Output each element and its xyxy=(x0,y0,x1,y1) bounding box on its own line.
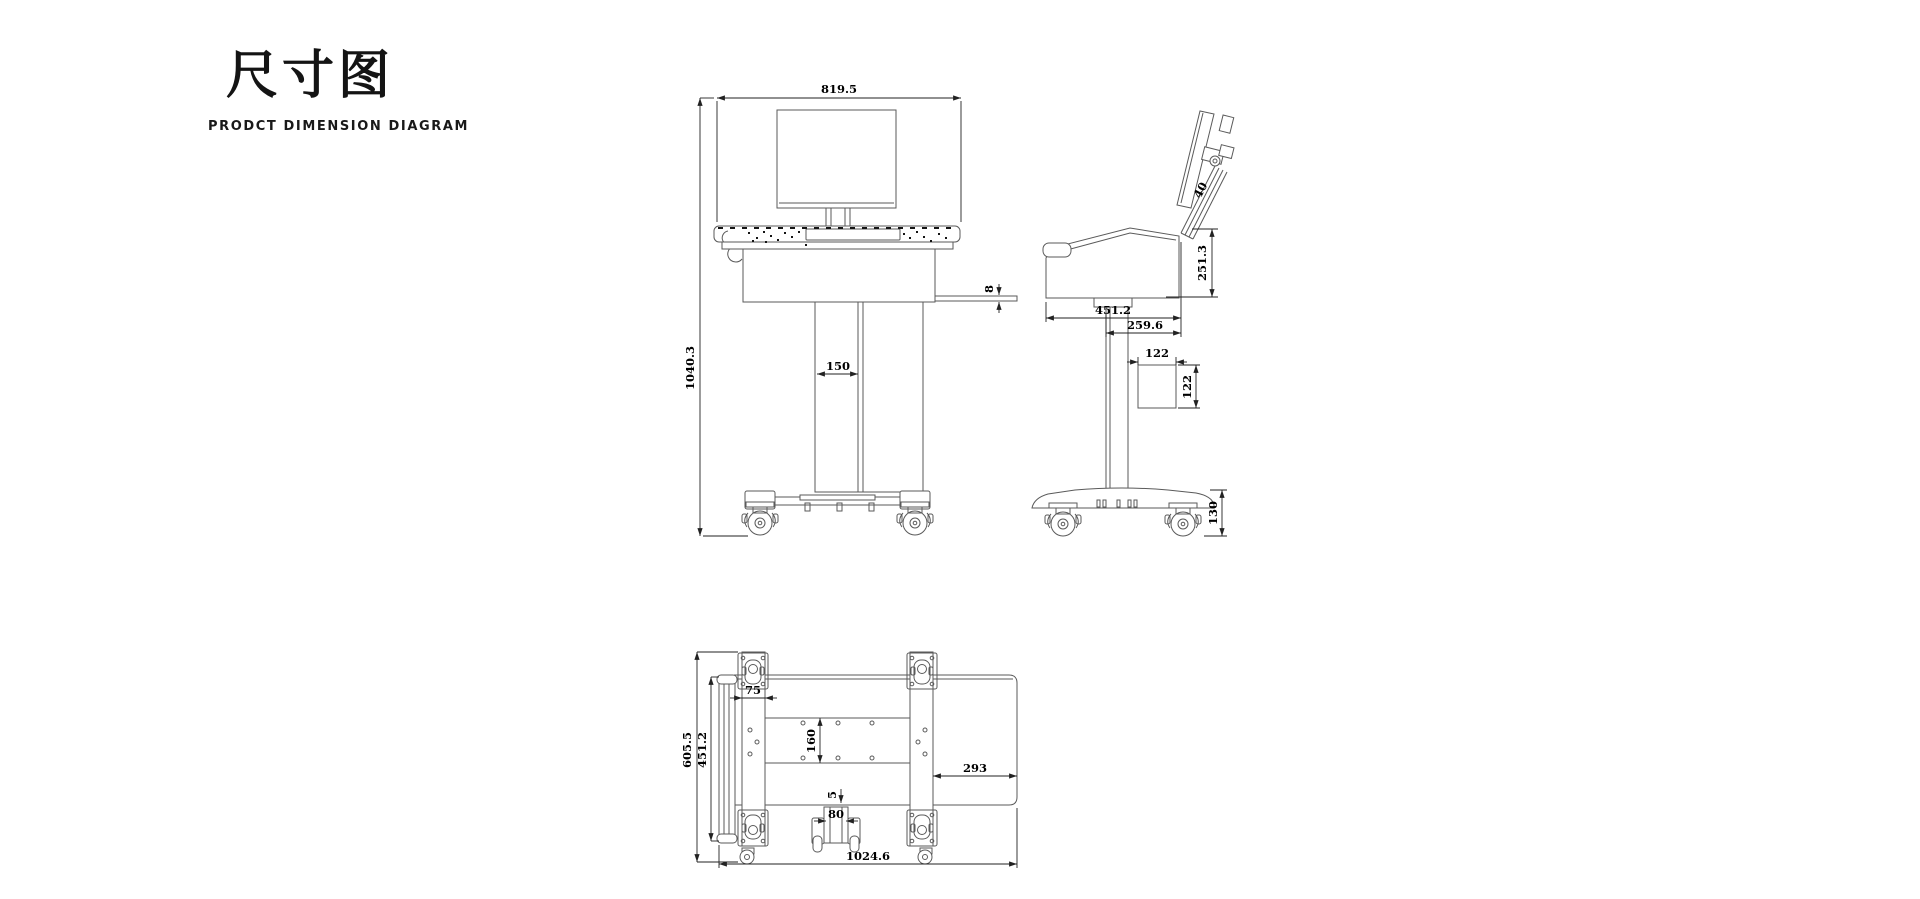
dim-edge-gap xyxy=(825,789,841,803)
svg-text:150: 150 xyxy=(825,359,851,373)
top-view xyxy=(680,652,1017,868)
lift-column-front xyxy=(815,302,923,492)
svg-text:819.5: 819.5 xyxy=(820,82,858,96)
base-side xyxy=(1032,488,1214,536)
handle-top xyxy=(717,675,737,843)
svg-text:605.5: 605.5 xyxy=(680,731,694,769)
svg-text:130: 130 xyxy=(1206,500,1220,526)
dim-right-overhang xyxy=(933,761,1017,776)
dim-strut-width: 40 xyxy=(1190,179,1211,201)
base-front xyxy=(742,491,933,535)
desk-outline-top xyxy=(734,675,1017,805)
svg-text:1024.6: 1024.6 xyxy=(845,849,891,863)
svg-text:259.6: 259.6 xyxy=(1126,318,1164,332)
page-title: 尺寸图 xyxy=(226,46,395,106)
monitor-side xyxy=(1177,111,1234,239)
svg-text:8: 8 xyxy=(982,284,996,294)
side-view xyxy=(1032,111,1234,536)
dim-front-height xyxy=(683,98,748,536)
svg-text:293: 293 xyxy=(962,761,988,775)
desk-side xyxy=(1043,228,1179,307)
svg-text:251.3: 251.3 xyxy=(1195,244,1209,282)
dim-plate-length xyxy=(804,718,820,763)
svg-text:5: 5 xyxy=(825,790,839,800)
svg-text:122: 122 xyxy=(1180,374,1194,400)
keyboard xyxy=(806,229,900,240)
dim-frame-depth xyxy=(695,677,719,841)
svg-text:160: 160 xyxy=(804,728,818,754)
front-view xyxy=(683,82,1017,536)
svg-text:75: 75 xyxy=(744,683,762,697)
vesa-plate xyxy=(1138,365,1176,408)
dim-rail-width xyxy=(730,683,777,698)
svg-text:451.2: 451.2 xyxy=(1094,303,1132,317)
desk-front xyxy=(714,226,960,302)
svg-text:451.2: 451.2 xyxy=(695,731,709,769)
page-subtitle: PRODCT DIMENSION DIAGRAM xyxy=(208,119,470,135)
lift-column-side xyxy=(1106,307,1128,490)
svg-text:122: 122 xyxy=(1144,346,1170,360)
dim-vesa-width xyxy=(1127,346,1187,365)
dim-vesa-height xyxy=(1178,365,1200,408)
svg-text:80: 80 xyxy=(827,807,845,821)
side-shelf xyxy=(935,296,1017,301)
monitor-front xyxy=(777,110,896,227)
mount-plate-top xyxy=(765,718,910,763)
svg-text:1040.3: 1040.3 xyxy=(683,345,697,391)
